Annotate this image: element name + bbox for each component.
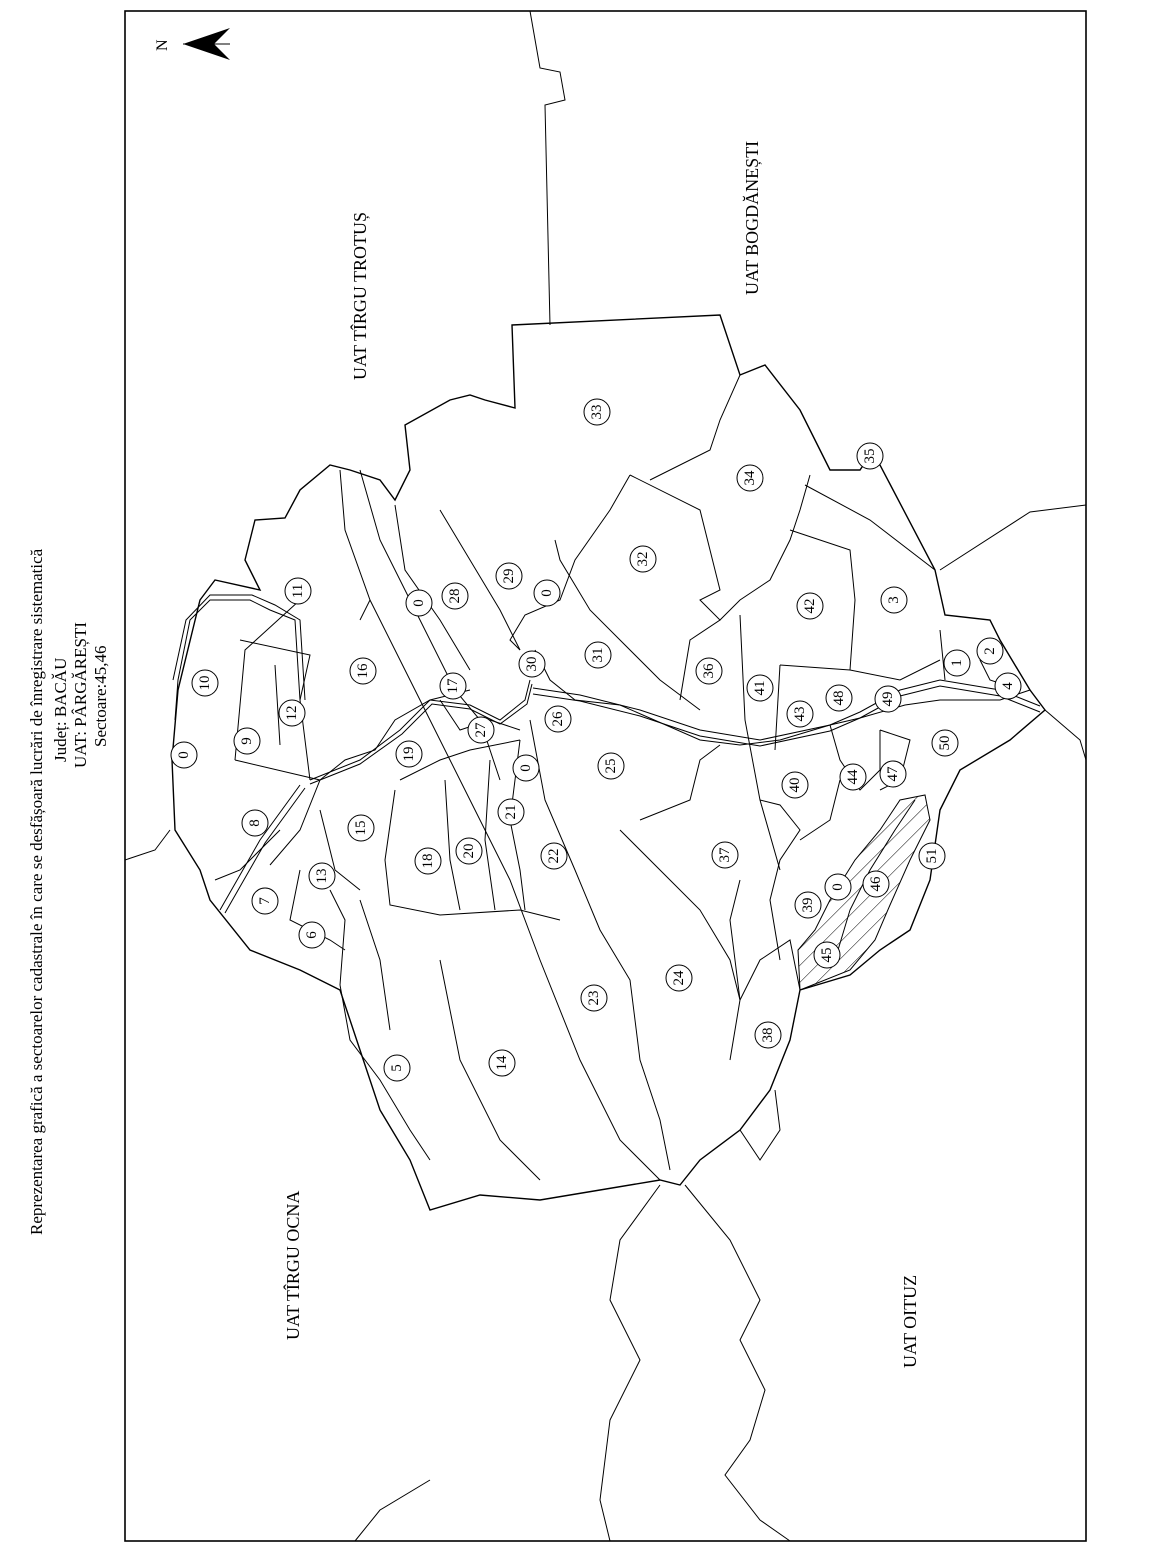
sector-number: 7	[257, 897, 273, 905]
sector-2-label	[977, 638, 1003, 664]
sector-41-label	[747, 675, 773, 701]
sector-number: 42	[802, 598, 818, 614]
sector-49-label	[875, 686, 901, 712]
sector-0-label	[534, 580, 560, 606]
sector-9-label	[234, 728, 260, 754]
sector-labels	[171, 399, 1021, 1081]
sector-number: 8	[247, 819, 263, 827]
sector-44-label	[840, 764, 866, 790]
sector-number: 44	[845, 769, 861, 785]
sector-number: 1	[949, 659, 965, 667]
sector-28-label	[442, 583, 468, 609]
sector-number: 11	[290, 583, 306, 599]
sector-15-label	[348, 815, 374, 841]
sector-number: 30	[524, 656, 540, 672]
sector-48-label	[826, 685, 852, 711]
sector-3-label	[881, 587, 907, 613]
sector-number: 3	[886, 596, 902, 604]
sector-number: 15	[353, 820, 369, 836]
neighbor-bogdanesti: UAT BOGDĂNEȘTI	[742, 140, 762, 295]
sector-8-label	[242, 810, 268, 836]
sector-number: 0	[176, 751, 192, 759]
sector-17-label	[440, 673, 466, 699]
sector-50-label	[932, 730, 958, 756]
sector-38-label	[755, 1022, 781, 1048]
sector-26-label	[545, 706, 571, 732]
sector-21-label	[498, 799, 524, 825]
sector-number: 25	[603, 758, 619, 774]
neighbor-oituz: UAT OITUZ	[900, 1274, 920, 1368]
sector-31-label	[585, 642, 611, 668]
sector-number: 38	[760, 1027, 776, 1043]
sector-13-label	[309, 863, 335, 889]
sector-number: 41	[752, 680, 768, 696]
sector-number: 17	[445, 678, 461, 694]
sector-number: 14	[494, 1055, 510, 1071]
sector-20-label	[456, 838, 482, 864]
sector-27-label	[468, 717, 494, 743]
sector-36-label	[696, 658, 722, 684]
title-line-4: Sectoare:45,46	[91, 645, 110, 747]
north-label: N	[154, 39, 171, 51]
sector-number: 26	[550, 711, 566, 727]
sector-number: 29	[501, 568, 517, 584]
sector-number: 23	[586, 990, 602, 1006]
sector-number: 32	[635, 551, 651, 567]
sector-number: 39	[800, 897, 816, 913]
sector-number: 46	[868, 876, 884, 892]
sector-number: 34	[742, 470, 758, 486]
sector-number: 2	[982, 647, 998, 655]
sector-0-label	[513, 755, 539, 781]
sector-number: 51	[924, 848, 940, 864]
title-line-3: UAT: PÂRGĂREȘTI	[71, 621, 90, 768]
sector-32-label	[630, 546, 656, 572]
sector-12-label	[279, 700, 305, 726]
sector-11-label	[285, 578, 311, 604]
neighbor-ocna: UAT TÎRGU OCNA	[283, 1190, 303, 1340]
north-arrow-icon	[154, 28, 230, 60]
title-block	[27, 548, 110, 1235]
sector-24-label	[666, 965, 692, 991]
sector-number: 21	[503, 804, 519, 820]
sector-16-label	[350, 658, 376, 684]
sector-0-label	[825, 874, 851, 900]
sector-number: 10	[197, 675, 213, 691]
sector-number: 16	[355, 663, 371, 679]
sector-number: 40	[787, 777, 803, 793]
sector-number: 49	[880, 691, 896, 707]
sector-10-label	[192, 670, 218, 696]
sector-40-label	[782, 772, 808, 798]
sector-number: 0	[830, 883, 846, 891]
sector-number: 12	[284, 705, 300, 721]
sector-47-label	[880, 761, 906, 787]
neighbor-trotus: UAT TÎRGU TROTUȘ	[350, 211, 370, 380]
selected-sector-46-label	[863, 871, 889, 897]
sector-number: 9	[239, 737, 255, 745]
sector-number: 24	[671, 970, 687, 986]
sector-number: 31	[590, 647, 606, 663]
sector-number: 45	[819, 947, 835, 963]
sector-0-label	[171, 742, 197, 768]
sector-5-label	[384, 1055, 410, 1081]
sector-7-label	[252, 888, 278, 914]
title-line-1: Reprezentarea grafică a sectoarelor cadastrale în care se desfășoară lucrări de înregistrare sistematică	[27, 548, 46, 1235]
sector-34-label	[737, 465, 763, 491]
sector-number: 28	[447, 588, 463, 604]
sector-number: 47	[885, 766, 901, 782]
sector-number: 37	[717, 847, 733, 863]
sector-number: 5	[389, 1064, 405, 1072]
sector-boundaries	[215, 375, 1030, 1180]
sector-0-label	[406, 590, 432, 616]
sector-33-label	[584, 399, 610, 425]
sector-25-label	[598, 753, 624, 779]
sector-number: 0	[539, 589, 555, 597]
sector-22-label	[541, 843, 567, 869]
title-line-2: Județ: BACĂU	[51, 657, 70, 762]
sector-number: 4	[1000, 682, 1016, 690]
sector-1-label	[944, 650, 970, 676]
sector-51-label	[919, 843, 945, 869]
sector-39-label	[795, 892, 821, 918]
sector-number: 27	[473, 722, 489, 738]
sector-number: 33	[589, 404, 605, 420]
sector-30-label	[519, 651, 545, 677]
sector-number: 36	[701, 663, 717, 679]
sector-number: 19	[401, 746, 417, 762]
sector-4-label	[995, 673, 1021, 699]
sector-19-label	[396, 741, 422, 767]
sector-number: 13	[314, 868, 330, 884]
sector-number: 22	[546, 848, 562, 864]
selected-sector-45-label	[814, 942, 840, 968]
sector-number: 50	[937, 735, 953, 751]
sector-number: 35	[862, 448, 878, 464]
sector-43-label	[787, 701, 813, 727]
sector-number: 43	[792, 706, 808, 722]
sector-number: 6	[304, 931, 320, 939]
sector-number: 18	[420, 853, 436, 869]
sector-42-label	[797, 593, 823, 619]
sector-29-label	[496, 563, 522, 589]
sector-6-label	[299, 922, 325, 948]
sector-number: 0	[411, 599, 427, 607]
sector-35-label	[857, 443, 883, 469]
sector-number: 48	[831, 690, 847, 706]
sector-23-label	[581, 985, 607, 1011]
sector-18-label	[415, 848, 441, 874]
sector-number: 20	[461, 843, 477, 859]
sector-37-label	[712, 842, 738, 868]
sector-14-label	[489, 1050, 515, 1076]
sector-number: 0	[518, 764, 534, 772]
